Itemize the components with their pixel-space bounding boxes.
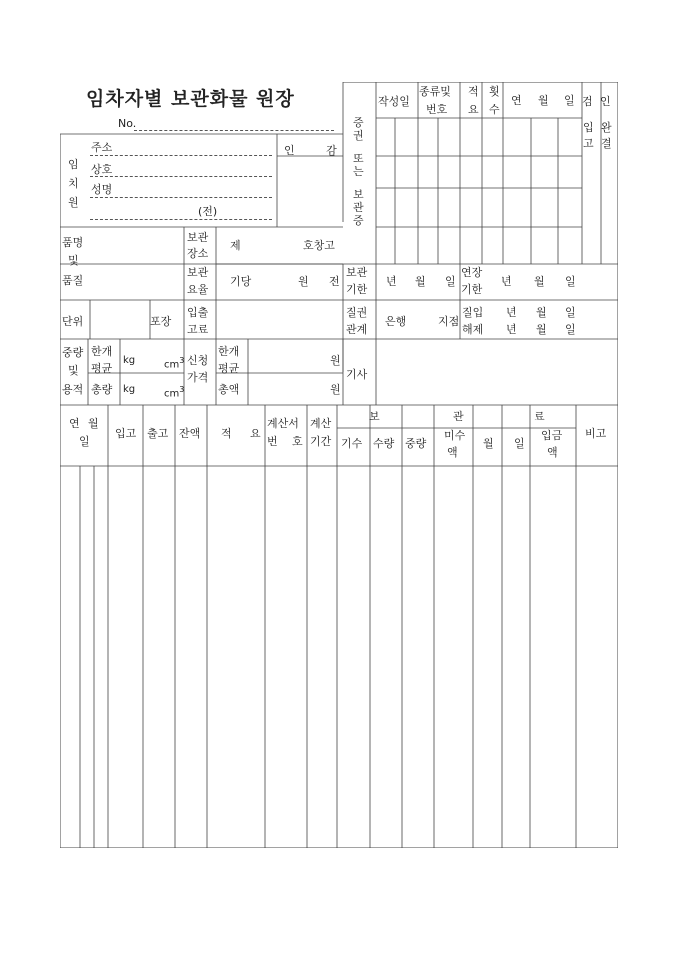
weight-label-2: 및 <box>68 364 79 377</box>
seal-label: 인 감 <box>284 144 337 157</box>
cert-col-kind-1: 종류및 <box>419 85 451 98</box>
product-label-1: 품명 <box>62 236 84 249</box>
name-line <box>90 197 272 198</box>
notes-label: 기사 <box>346 368 368 381</box>
cm-1-unit: cm <box>164 359 180 371</box>
storage-place-suf: 호창고 <box>303 239 335 252</box>
hdr-fee-day: 일 <box>514 437 525 450</box>
hdr-fee-count: 기수 <box>341 437 363 450</box>
in-out-1: 입출 <box>187 306 209 319</box>
cert-col-count-2: 수 <box>489 103 500 116</box>
hdr-fee-3: 료 <box>534 410 545 423</box>
cert-col-summary-1: 적 <box>468 85 479 98</box>
storage-fee-jeon: 전 <box>329 275 340 288</box>
storage-fee-1: 보관 <box>187 266 209 279</box>
packing-label: 포장 <box>150 315 172 328</box>
hdr-out: 출고 <box>147 427 169 440</box>
storage-fee-2: 요율 <box>187 283 209 296</box>
cert-side-1: 증 <box>353 116 364 129</box>
inspect-done-2: 결 <box>601 137 612 150</box>
pledge-in-month: 월 <box>536 306 547 319</box>
won-1: 원 <box>330 354 341 367</box>
bank-label: 은행 <box>385 315 407 328</box>
inspect-in-2: 고 <box>583 137 594 150</box>
period-day: 일 <box>445 275 456 288</box>
cm-2-sup: 3 <box>179 385 185 394</box>
period-year: 년 <box>386 275 397 288</box>
hdr-fee-month: 월 <box>483 437 494 450</box>
inspect-1: 검 <box>582 95 593 108</box>
product-label-3: 품질 <box>62 274 84 287</box>
ext-month: 월 <box>534 275 545 288</box>
cert-col-date: 작성일 <box>378 95 410 108</box>
kg-1: kg <box>123 355 136 366</box>
extension-2: 기한 <box>461 283 483 296</box>
cm-2 <box>164 384 184 400</box>
cert-col-summary-2: 요 <box>468 103 479 116</box>
hdr-invoice-3: 호 <box>292 435 303 448</box>
period-month: 월 <box>415 275 426 288</box>
branch-label: 지점 <box>438 315 460 328</box>
hdr-balance: 잔액 <box>179 427 201 440</box>
storage-fee-per: 기당 <box>230 275 252 288</box>
cert-side-5: 보 <box>353 188 364 201</box>
storage-fee-won: 원 <box>298 275 309 288</box>
avg-1: 한개 <box>91 345 113 358</box>
kg-2: kg <box>123 384 136 395</box>
cert-side-4: 는 <box>353 165 364 178</box>
pledge-2: 관계 <box>346 323 368 336</box>
hdr-fee-weight: 중량 <box>405 437 427 450</box>
seal-line <box>90 219 272 220</box>
storage-place-2: 장소 <box>187 247 209 260</box>
ledger-form <box>60 82 618 848</box>
hdr-invoice-2: 번 <box>267 435 278 448</box>
hdr-day: 일 <box>79 435 90 448</box>
hdr-remarks: 비고 <box>585 427 607 440</box>
cert-side-3: 또 <box>353 152 364 165</box>
hdr-summary-2: 요 <box>250 427 261 440</box>
pledge-rel-day: 일 <box>565 323 576 336</box>
cert-col-year: 연 <box>511 94 522 107</box>
name-label: 성명 <box>91 183 113 196</box>
hdr-month: 월 <box>88 417 99 430</box>
cert-col-kind-2: 번호 <box>426 103 448 116</box>
inspect-in-1: 입 <box>583 121 594 134</box>
hdr-year: 연 <box>69 417 80 430</box>
cert-col-count-1: 횟 <box>489 85 500 98</box>
lessee-side-1: 임 <box>68 158 79 171</box>
no-label: No. <box>118 117 137 130</box>
extension-1: 연장 <box>461 266 483 279</box>
seal-mark: (전) <box>198 205 218 218</box>
product-label-2: 및 <box>68 254 79 267</box>
avg-2: 평균 <box>91 362 113 375</box>
hdr-fee-paid-2: 액 <box>547 446 558 459</box>
ext-day: 일 <box>565 275 576 288</box>
cert-side-7: 증 <box>353 214 364 227</box>
cert-col-month: 월 <box>538 94 549 107</box>
weight-label-1: 중량 <box>62 346 84 359</box>
weight-label-3: 용적 <box>62 383 84 396</box>
lessee-side-3: 원 <box>68 196 79 209</box>
hdr-calc-1: 계산 <box>310 417 332 430</box>
cert-side-6: 관 <box>353 201 364 214</box>
total-label: 총량 <box>91 383 113 396</box>
storage-period-2: 기한 <box>346 283 368 296</box>
pledge-in-year: 년 <box>506 306 517 319</box>
hdr-fee-unpaid-1: 미수 <box>444 429 466 442</box>
inspect-done-1: 완 <box>601 121 612 134</box>
cm-2-unit: cm <box>164 388 180 400</box>
pledge-rel-month: 월 <box>536 323 547 336</box>
hdr-fee-unpaid-2: 액 <box>447 446 458 459</box>
total-amount: 총액 <box>218 383 240 396</box>
hdr-fee-1: 보 <box>369 410 380 423</box>
hdr-fee-2: 관 <box>453 410 464 423</box>
ext-year: 년 <box>501 275 512 288</box>
address-line <box>90 155 272 156</box>
pledge-in: 질입 <box>462 306 484 319</box>
declared-2: 가격 <box>187 371 209 384</box>
pledge-in-day: 일 <box>565 306 576 319</box>
hdr-summary-1: 적 <box>221 427 232 440</box>
hdr-invoice-1: 계산서 <box>267 417 299 430</box>
address-label: 주소 <box>91 141 113 154</box>
hdr-fee-qty: 수량 <box>373 437 395 450</box>
cm-1-sup: 3 <box>179 356 185 365</box>
cm-1 <box>164 355 184 371</box>
avg-price-1: 한개 <box>218 345 240 358</box>
pledge-rel-year: 년 <box>506 323 517 336</box>
no-line <box>134 130 334 131</box>
hdr-fee-paid-1: 입금 <box>541 429 563 442</box>
cert-col-day: 일 <box>564 94 575 107</box>
form-title: 임차자별 보관화물 원장 <box>86 88 295 110</box>
in-out-2: 고료 <box>187 323 209 336</box>
lessee-side-2: 치 <box>68 177 79 190</box>
pledge-1: 질권 <box>346 306 368 319</box>
unit-label: 단위 <box>62 315 84 328</box>
declared-1: 신청 <box>187 354 209 367</box>
pledge-release: 해제 <box>462 323 484 336</box>
cert-side-2: 권 <box>353 129 364 142</box>
storage-place-pre: 제 <box>230 239 241 252</box>
hdr-in: 입고 <box>115 427 137 440</box>
hdr-calc-2: 기간 <box>310 435 332 448</box>
avg-price-2: 평균 <box>218 362 240 375</box>
storage-place-1: 보관 <box>187 231 209 244</box>
storage-period-1: 보관 <box>346 266 368 279</box>
inspect-2: 인 <box>600 95 611 108</box>
company-label: 상호 <box>91 163 113 176</box>
company-line <box>90 176 272 177</box>
won-2: 원 <box>330 383 341 396</box>
